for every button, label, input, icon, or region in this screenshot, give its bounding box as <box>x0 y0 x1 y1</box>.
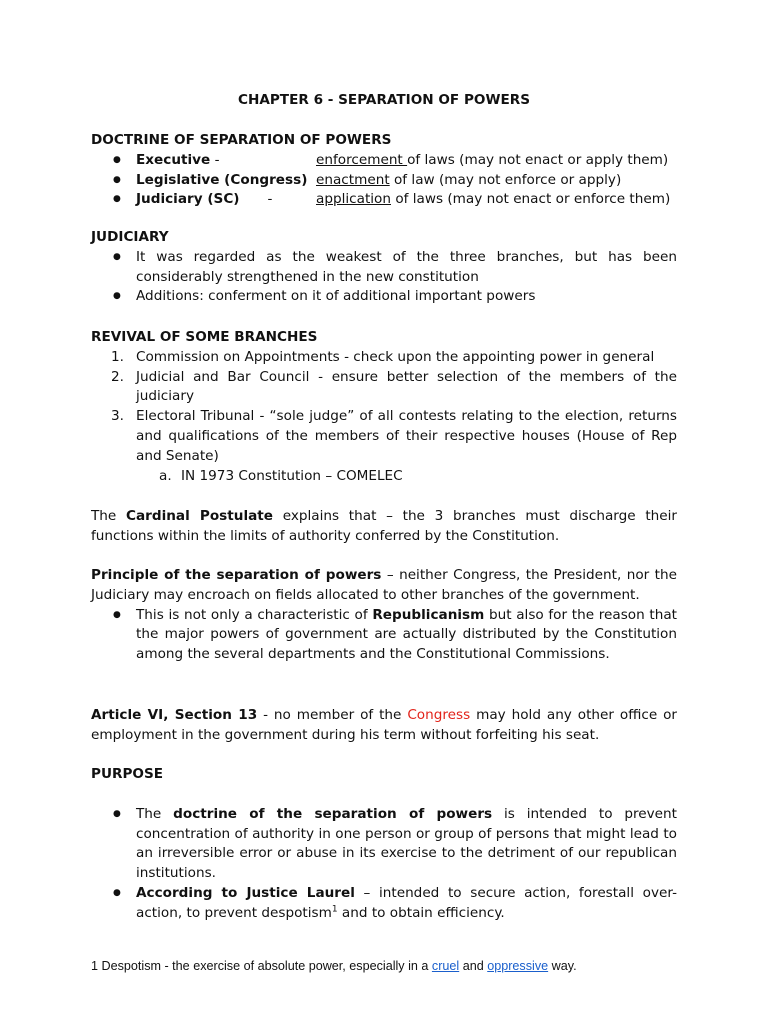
item-text: and to obtain efficiency. <box>337 904 505 921</box>
paragraph-text: explains that – the 3 branches must discharge their functions within the limits of authority conferred by the Constitution. <box>91 508 677 544</box>
term-bold: Cardinal Postulate <box>126 508 273 524</box>
list-item <box>91 171 677 191</box>
list-item <box>91 805 677 884</box>
item-text: This is not only a characteristic of <box>136 606 373 623</box>
principle-list <box>91 606 677 665</box>
item-number: 1. <box>111 348 124 365</box>
item-text: is intended to prevent concentration of authority in one person or group of persons that might lead to an irreversible error or abuse in its exercise to the detriment of our republican institutions. <box>136 805 677 882</box>
paragraph-text: may hold any other office or employment in the government during his term without forfeiting his seat. <box>91 707 677 743</box>
item-text: The <box>136 805 174 822</box>
term-bold: According to Justice Laurel <box>136 884 355 901</box>
purpose-list <box>91 805 677 924</box>
footnote-text: and <box>459 959 488 973</box>
term-bold: Article VI, Section 13 <box>91 707 258 723</box>
item-number: 2. <box>111 368 124 385</box>
link-oppressive[interactable]: oppressive <box>487 959 549 973</box>
branch-desc: of laws (may not enact or enforce them) <box>391 191 671 208</box>
revival-list <box>91 348 677 467</box>
item-text: but also for the reason that the major powers of government are actually distributed by the Constitution among the several departments and the Constitutional Commissions. <box>136 606 677 663</box>
list-item <box>91 151 677 171</box>
list-item <box>91 407 677 466</box>
list-item: ● Additions: conferment on it of additional important powers <box>91 287 677 307</box>
item-text: IN 1973 Constitution – COMELEC <box>181 467 403 484</box>
judiciary-heading: JUDICIARY <box>91 229 169 245</box>
footnote-ref[interactable]: 1 <box>331 904 338 915</box>
branch-name: Executive <box>136 151 211 168</box>
revival-heading: REVIVAL OF SOME BRANCHES <box>91 329 318 345</box>
list-item <box>91 190 677 210</box>
term-bold: doctrine of the separation of powers <box>173 805 493 822</box>
footnote-text: way. <box>548 959 577 973</box>
list-item <box>91 884 677 924</box>
link-cruel[interactable]: cruel <box>431 959 460 973</box>
judiciary-list <box>91 248 677 307</box>
list-item <box>91 606 677 665</box>
list-item <box>91 348 677 368</box>
list-item <box>91 368 677 408</box>
branch-desc: of laws (may not enact or apply them) <box>407 151 669 168</box>
separator: - <box>214 151 220 168</box>
term-bold: Principle of the separation of powers <box>91 567 382 583</box>
purpose-section <box>91 765 677 924</box>
principle-section <box>91 566 677 665</box>
purpose-heading: PURPOSE <box>91 766 164 782</box>
branch-term: application <box>316 191 391 208</box>
item-text: – intended to secure action, forestall over-action, to prevent despotism <box>136 884 677 921</box>
branch-name: Legislative (Congress) <box>136 171 308 188</box>
judiciary-section <box>91 228 677 307</box>
cardinal-paragraph <box>91 507 677 547</box>
revival-section <box>91 328 677 486</box>
highlighted-term: Congress <box>407 707 471 723</box>
article-paragraph <box>91 706 677 746</box>
doctrine-list <box>91 151 677 210</box>
paragraph-text: - no member of the <box>257 707 408 723</box>
item-number: 3. <box>111 408 124 425</box>
item-text: Electoral Tribunal - “sole judge” of all contests relating to the election, returns and qualifications of the members of their respective houses (House of Rep and Senate) <box>136 408 677 464</box>
item-text: Commission on Appointments - check upon the appointing power in general <box>136 348 655 365</box>
paragraph-text: The <box>91 508 126 524</box>
branch-desc: of law (may not enforce or apply) <box>389 171 622 188</box>
separator: - <box>267 191 273 208</box>
item-number: a. <box>159 467 172 484</box>
footnote <box>91 957 577 975</box>
doctrine-heading: DOCTRINE OF SEPARATION OF POWERS <box>91 132 392 148</box>
sub-list-item <box>91 467 677 487</box>
page-title: CHAPTER 6 - SEPARATION OF POWERS <box>237 92 531 108</box>
branch-term: enactment <box>316 171 390 188</box>
branch-term: enforcement <box>316 151 408 168</box>
list-item: ● It was regarded as the weakest of the three branches, but has been considerably strengthened in the new constitution <box>91 248 677 288</box>
term-bold: Republicanism <box>372 606 485 623</box>
doctrine-section <box>91 131 677 210</box>
item-text: Judicial and Bar Council - ensure better selection of the members of the judiciary <box>136 368 677 405</box>
paragraph-text: – neither Congress, the President, nor the Judiciary may encroach on fields allocated to other branches of the government. <box>91 567 677 603</box>
branch-name: Judiciary (SC) <box>136 191 240 208</box>
footnote-text: 1 Despotism - the exercise of absolute power, especially in a <box>91 959 432 973</box>
